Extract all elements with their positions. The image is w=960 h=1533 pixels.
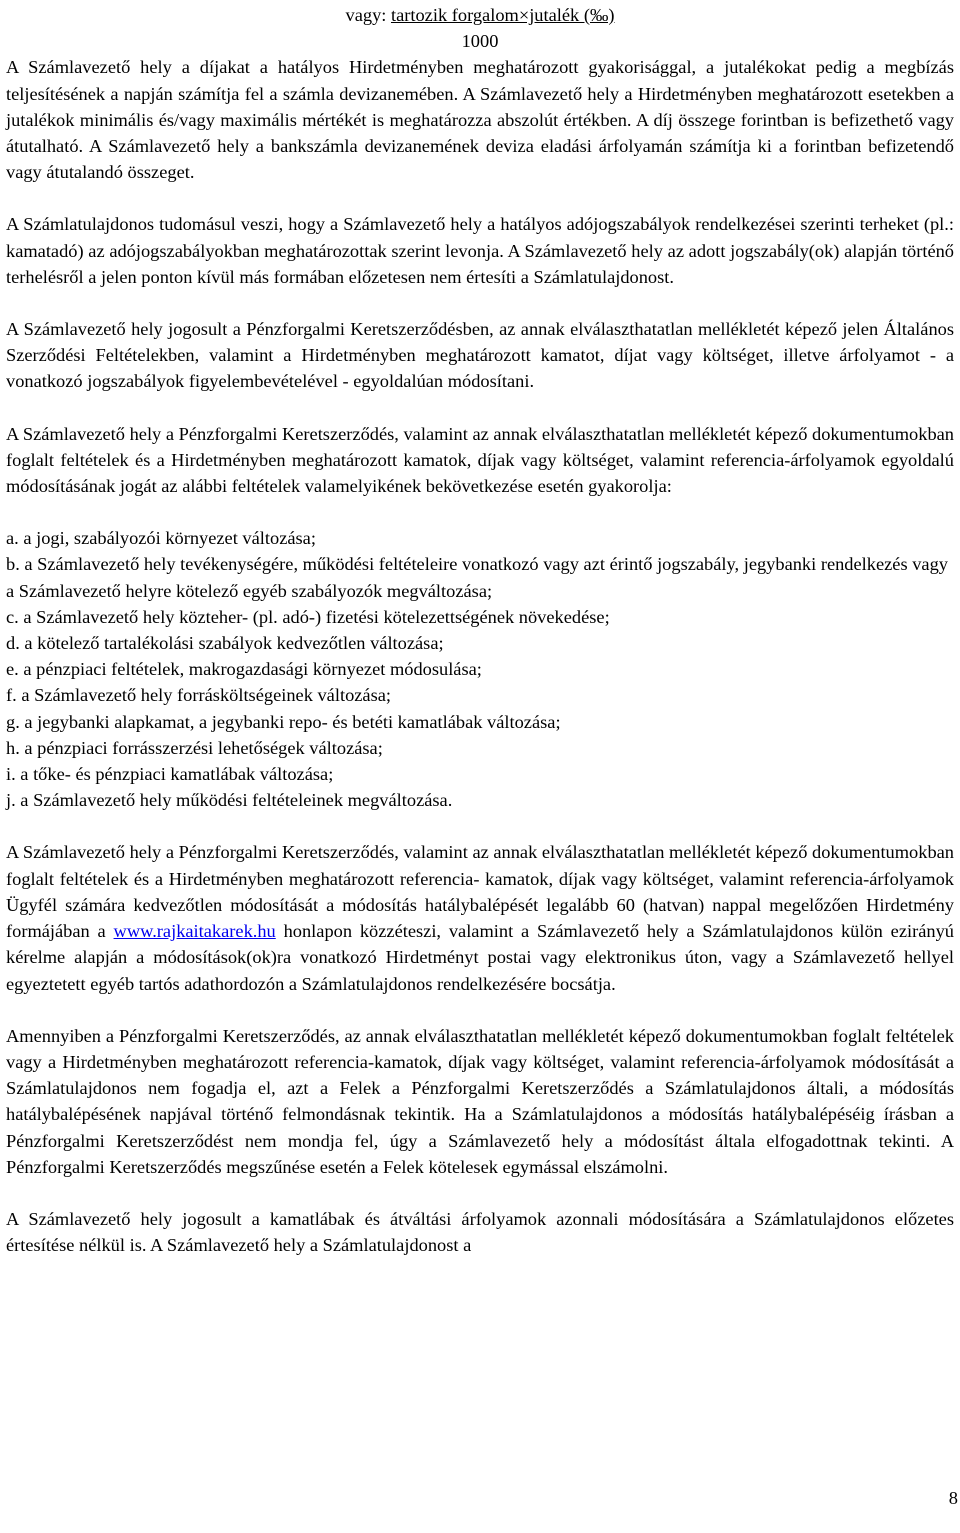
website-link[interactable]: www.rajkaitakarek.hu <box>113 921 276 942</box>
paragraph-termination: Amennyiben a Pénzforgalmi Keretszerződés, az annak elválaszthatatlan mellékletét képező dokumentumokban foglalt feltételek vagy a Hirdetményben meghatározott referencia-kamatok, díjak vagy költséget, valamint referencia-árfolyamok módosítását a Számlatulajdonos nem fogadja el, azt a Felek a Pénzforgalmi Keretszerződés a Számlatulajdonos általi, a módosítás hatálybalépésének napjával történő felmondásnak tekintik. Ha a Számlatulajdonos a módosítás hatálybalépéséig írásban a Pénzforgalmi Keretszerződést nem mondja fel, úgy a Számlavezető hely a módosítást általa elfogadottnak tekinti. A Pénzforgalmi Keretszerződés megszűnése esetén a Felek kötelesek egymással elszámolni. <box>6 1025 954 1177</box>
formula-numerator <box>6 2 954 28</box>
page-number: 8 <box>948 1488 958 1508</box>
formula-denominator: 1000 <box>461 31 499 52</box>
condition-item-d: d. a kötelező tartalékolási szabályok kedvezőtlen változása; <box>6 633 444 654</box>
paragraph-tax-deduction: A Számlatulajdonos tudomásul veszi, hogy a Számlavezető hely a hatályos adójogszabályok rendelkezései szerinti terheket (pl.: kamatadó) az adójogszabályokban meghatározottak szerint levonja. A Számlavezető hely az adott jogszabály(ok) alapján történő terhelésről a jelen ponton kívül más formában előzetesen nem értesíti a Számlatulajdonost. <box>6 214 954 287</box>
condition-item-a: a. a jogi, szabályozói környezet változása; <box>6 528 316 549</box>
condition-item-h: h. a pénzpiaci forrásszerzési lehetőségek változása; <box>6 737 383 758</box>
condition-item-b: b. a Számlavezető hely tevékenységére, működési feltételeire vonatkozó vagy azt érintő jogszabály, jegybanki rendelkezés vagy a Számlavezető helyre kötelező egyéb szabályozók megváltozása; <box>6 554 948 601</box>
condition-item-i: i. a tőke- és pénzpiaci kamatlábak változása; <box>6 764 334 785</box>
condition-item-e: e. a pénzpiaci feltételek, makrogazdasági környezet módosulása; <box>6 659 482 680</box>
formula-expression: tartozik forgalom×jutalék (‰) <box>390 5 615 25</box>
condition-item-f: f. a Számlavezető hely forrásköltségeinek változása; <box>6 685 392 706</box>
paragraph-announcement <box>6 839 954 996</box>
paragraph-modification-conditions: A Számlavezető hely a Pénzforgalmi Keretszerződés, valamint az annak elválaszthatatlan mellékletét képező dokumentumokban foglalt feltételek és a Hirdetményben meghatározott kamatok, díjak vagy költséget, valamint referencia-árfolyamok egyoldalú módosításának jogát az alábbi feltételek valamelyikének bekövetkezése esetén gyakorolja: <box>6 423 954 497</box>
announcement-text-end: honlapon közzéteszi, valamint a Számlavezető hely a Számlatulajdonos külön ezirányú kérelme alapján a módosítások(ok)ra vonatkozó Hirdetményt postai vagy elektronikus úton, vagy a Számlavezető hellyel egyeztetett egyéb tartós adathordozón a Számlatulajdonos rendelkezésére bocsátja. <box>6 921 954 994</box>
condition-item-j: j. a Számlavezető hely működési feltételeinek megváltozása. <box>6 790 453 811</box>
formula-prefix: vagy: <box>345 5 391 25</box>
announcement-text-start: A Számlavezető hely a Pénzforgalmi Keretszerződés, valamint az annak elválaszthatatlan mellékletét képező dokumentumokban foglalt feltételek és a Hirdetményben meghatározott referencia- kamatok, díjak vagy költséget, valamint referencia-árfolyamok Ügyfél számára kedvezőtlen módosítását a módosítás hatálybalépését legalább 60 (hatvan) nappal megelőzően Hirdetmény formájában a <box>6 842 954 942</box>
condition-item-g: g. a jegybanki alapkamat, a jegybanki repo- és betéti kamatlábak változása; <box>6 711 561 732</box>
paragraph-unilateral-modification: A Számlavezető hely jogosult a Pénzforgalmi Keretszerződésben, az annak elválaszthatatlan mellékletét képező jelen Általános Szerződési Feltételekben, valamint a Hirdetményben meghatározott kamatot, díjat vagy költséget, illetve árfolyamot - a vonatkozó jogszabályok figyelembevételével - egyoldalúan módosítani. <box>6 319 954 392</box>
paragraph-fees-commissions: A Számlavezető hely a díjakat a hatályos Hirdetményben meghatározott gyakorisággal, a jutalékokat pedig a megbízás teljesítésének a napján számítja fel a számla devizanemében. A Számlavezető hely a Hirdetményben meghatározott esetekben a jutalékok minimális és/vagy maximális mértékét is meghatározza abszolút értékben. A díj összege forintban is befizethető vagy átutalható. A Számlavezető hely a bankszámla devizanemének deviza eladási árfolyamán számítja ki a forintban befizetendő vagy átutalandó összeget. <box>6 57 954 183</box>
document-page <box>6 2 954 1258</box>
condition-item-c: c. a Számlavezető hely közteher- (pl. adó-) fizetési kötelezettségének növekedése; <box>6 606 610 627</box>
paragraph-immediate-modification: A Számlavezető hely jogosult a kamatlábak és átváltási árfolyamok azonnali módosítására a Számlatulajdonos előzetes értesítése nélkül is. A Számlavezető hely a Számlatulajdonost a <box>6 1208 954 1256</box>
conditions-list <box>6 525 954 813</box>
